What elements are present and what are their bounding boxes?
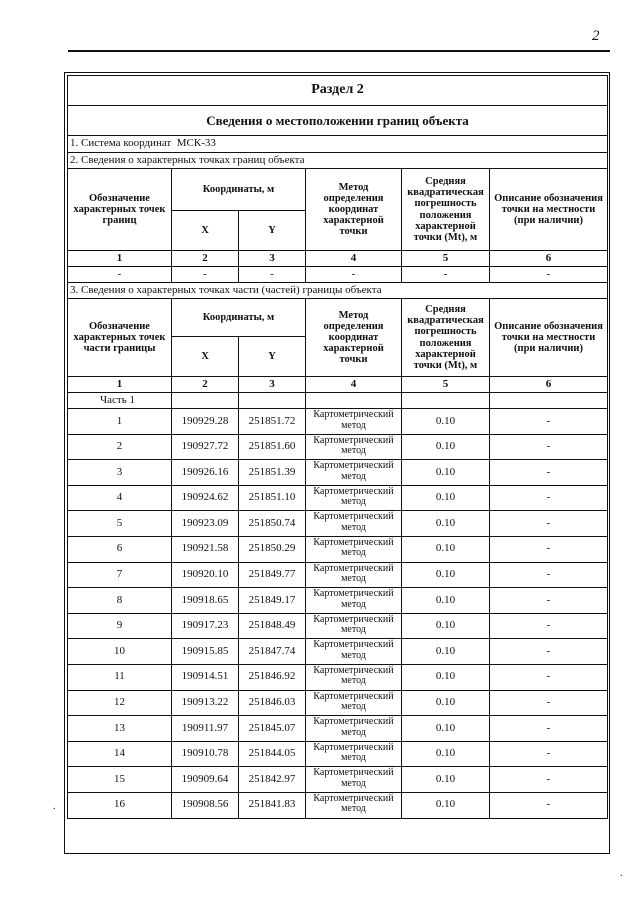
coord-y-cell: 251850.29 [239, 536, 306, 562]
table-row [68, 639, 608, 665]
table-row [68, 767, 608, 793]
point-number-cell: 13 [68, 716, 172, 742]
method-cell: Картометрический метод [306, 639, 402, 665]
accuracy-cell: 0.10 [402, 767, 490, 793]
coord-y-cell: 251845.07 [239, 716, 306, 742]
block3-title: 3. Сведения о характерных точках части (частей) границы объекта [68, 283, 608, 299]
method-cell: Картометрический метод [306, 716, 402, 742]
point-number-cell: 3 [68, 460, 172, 486]
coord-y-cell: 251841.83 [239, 792, 306, 818]
scan-mark: . [53, 801, 56, 812]
description-cell: - [490, 690, 608, 716]
accuracy-cell: 0.10 [402, 690, 490, 716]
table-row [68, 613, 608, 639]
b2-empty-cell: - [172, 267, 239, 283]
coordinate-system-row [68, 136, 608, 153]
b3-header-accuracy: Средняя квадратическая погрешность положения характерной точки (Mt), м [402, 299, 490, 377]
accuracy-cell: 0.10 [402, 434, 490, 460]
table-row [68, 664, 608, 690]
b3-header-coordinates: Координаты, м [172, 299, 306, 337]
coord-y-cell: 251851.72 [239, 409, 306, 435]
description-cell: - [490, 434, 608, 460]
empty-cell [490, 393, 608, 409]
section-title: Раздел 2 [68, 76, 608, 106]
coord-x-cell: 190923.09 [172, 511, 239, 537]
empty-cell [172, 393, 239, 409]
block2-title: 2. Сведения о характерных точках границ объекта [68, 153, 608, 169]
b3-colnum: 1 [68, 377, 172, 393]
section-subtitle: Сведения о местоположении границ объекта [68, 106, 608, 136]
coord-x-cell: 190914.51 [172, 664, 239, 690]
b2-empty-cell: - [402, 267, 490, 283]
b3-colnum: 5 [402, 377, 490, 393]
description-cell: - [490, 767, 608, 793]
boundary-table [67, 75, 608, 819]
coord-x-cell: 190909.64 [172, 767, 239, 793]
method-cell: Картометрический метод [306, 485, 402, 511]
coord-y-cell: 251846.92 [239, 664, 306, 690]
coord-y-cell: 251849.17 [239, 588, 306, 614]
coord-x-cell: 190929.28 [172, 409, 239, 435]
point-number-cell: 2 [68, 434, 172, 460]
coord-x-cell: 190927.72 [172, 434, 239, 460]
coord-x-cell: 190915.85 [172, 639, 239, 665]
accuracy-cell: 0.10 [402, 409, 490, 435]
method-cell: Картометрический метод [306, 690, 402, 716]
b2-colnum: 5 [402, 251, 490, 267]
accuracy-cell: 0.10 [402, 536, 490, 562]
b2-header-designation: Обозначение характерных точек границ [68, 169, 172, 251]
table-row [68, 741, 608, 767]
coord-y-cell: 251848.49 [239, 613, 306, 639]
method-cell: Картометрический метод [306, 562, 402, 588]
b3-header-y: Y [239, 337, 306, 377]
method-cell: Картометрический метод [306, 409, 402, 435]
coord-y-cell: 251851.39 [239, 460, 306, 486]
description-cell: - [490, 664, 608, 690]
coord-y-cell: 251847.74 [239, 639, 306, 665]
description-cell: - [490, 613, 608, 639]
coord-x-cell: 190920.10 [172, 562, 239, 588]
description-cell: - [490, 792, 608, 818]
point-number-cell: 4 [68, 485, 172, 511]
b3-header-method: Метод определения координат характерной точки [306, 299, 402, 377]
method-cell: Картометрический метод [306, 588, 402, 614]
b3-colnum: 6 [490, 377, 608, 393]
part-label: Часть 1 [68, 393, 172, 409]
point-number-cell: 9 [68, 613, 172, 639]
method-cell: Картометрический метод [306, 536, 402, 562]
coordinate-system-label: 1. Система координат [70, 137, 172, 150]
table-row [68, 792, 608, 818]
table-row [68, 409, 608, 435]
accuracy-cell: 0.10 [402, 562, 490, 588]
description-cell: - [490, 511, 608, 537]
coord-x-cell: 190926.16 [172, 460, 239, 486]
description-cell: - [490, 716, 608, 742]
accuracy-cell: 0.10 [402, 639, 490, 665]
b2-header-x: X [172, 211, 239, 251]
empty-cell [402, 393, 490, 409]
point-number-cell: 5 [68, 511, 172, 537]
coord-x-cell: 190918.65 [172, 588, 239, 614]
b2-empty-cell: - [68, 267, 172, 283]
coord-x-cell: 190913.22 [172, 690, 239, 716]
b2-colnum: 6 [490, 251, 608, 267]
method-cell: Картометрический метод [306, 664, 402, 690]
b3-colnum: 3 [239, 377, 306, 393]
accuracy-cell: 0.10 [402, 511, 490, 537]
b2-header-description: Описание обозначения точки на местности (при наличии) [490, 169, 608, 251]
description-cell: - [490, 460, 608, 486]
point-number-cell: 1 [68, 409, 172, 435]
method-cell: Картометрический метод [306, 741, 402, 767]
b2-header-y: Y [239, 211, 306, 251]
b3-header-x: X [172, 337, 239, 377]
coord-y-cell: 251844.05 [239, 741, 306, 767]
table-row [68, 460, 608, 486]
accuracy-cell: 0.10 [402, 741, 490, 767]
table-row [68, 434, 608, 460]
accuracy-cell: 0.10 [402, 588, 490, 614]
point-number-cell: 6 [68, 536, 172, 562]
table-row [68, 690, 608, 716]
description-cell: - [490, 409, 608, 435]
b3-colnum: 2 [172, 377, 239, 393]
point-number-cell: 8 [68, 588, 172, 614]
accuracy-cell: 0.10 [402, 716, 490, 742]
coord-y-cell: 251846.03 [239, 690, 306, 716]
accuracy-cell: 0.10 [402, 664, 490, 690]
method-cell: Картометрический метод [306, 460, 402, 486]
table-row [68, 716, 608, 742]
accuracy-cell: 0.10 [402, 613, 490, 639]
point-number-cell: 7 [68, 562, 172, 588]
point-number-cell: 16 [68, 792, 172, 818]
table-row [68, 485, 608, 511]
point-number-cell: 11 [68, 664, 172, 690]
accuracy-cell: 0.10 [402, 792, 490, 818]
coord-x-cell: 190917.23 [172, 613, 239, 639]
point-number-cell: 15 [68, 767, 172, 793]
coord-x-cell: 190910.78 [172, 741, 239, 767]
b2-header-coordinates: Координаты, м [172, 169, 306, 211]
description-cell: - [490, 588, 608, 614]
coord-y-cell: 251850.74 [239, 511, 306, 537]
b2-colnum: 4 [306, 251, 402, 267]
accuracy-cell: 0.10 [402, 485, 490, 511]
coordinate-system-value: МСК-33 [176, 137, 216, 150]
coord-y-cell: 251842.97 [239, 767, 306, 793]
b3-header-designation: Обозначение характерных точек части границы [68, 299, 172, 377]
empty-cell [239, 393, 306, 409]
method-cell: Картометрический метод [306, 511, 402, 537]
b2-colnum: 2 [172, 251, 239, 267]
point-number-cell: 10 [68, 639, 172, 665]
coord-y-cell: 251851.60 [239, 434, 306, 460]
b2-empty-cell: - [239, 267, 306, 283]
coord-y-cell: 251849.77 [239, 562, 306, 588]
page-number: 2 [592, 28, 600, 44]
description-cell: - [490, 741, 608, 767]
table-row [68, 511, 608, 537]
method-cell: Картометрический метод [306, 792, 402, 818]
b2-header-method: Метод определения координат характерной точки [306, 169, 402, 251]
b2-empty-cell: - [490, 267, 608, 283]
coord-x-cell: 190921.58 [172, 536, 239, 562]
b2-colnum: 3 [239, 251, 306, 267]
table-row [68, 536, 608, 562]
empty-cell [306, 393, 402, 409]
coord-y-cell: 251851.10 [239, 485, 306, 511]
coord-x-cell: 190924.62 [172, 485, 239, 511]
description-cell: - [490, 536, 608, 562]
point-number-cell: 12 [68, 690, 172, 716]
description-cell: - [490, 639, 608, 665]
coord-x-cell: 190908.56 [172, 792, 239, 818]
b3-colnum: 4 [306, 377, 402, 393]
b2-colnum: 1 [68, 251, 172, 267]
method-cell: Картометрический метод [306, 434, 402, 460]
description-cell: - [490, 485, 608, 511]
method-cell: Картометрический метод [306, 767, 402, 793]
scan-mark: . [620, 868, 623, 879]
accuracy-cell: 0.10 [402, 460, 490, 486]
method-cell: Картометрический метод [306, 613, 402, 639]
top-rule [68, 50, 610, 52]
point-number-cell: 14 [68, 741, 172, 767]
description-cell: - [490, 562, 608, 588]
b3-header-description: Описание обозначения точки на местности (при наличии) [490, 299, 608, 377]
b2-header-accuracy: Средняя квадратическая погрешность положения характерной точки (Mt), м [402, 169, 490, 251]
table-row [68, 588, 608, 614]
coord-x-cell: 190911.97 [172, 716, 239, 742]
table-row [68, 562, 608, 588]
b2-empty-cell: - [306, 267, 402, 283]
